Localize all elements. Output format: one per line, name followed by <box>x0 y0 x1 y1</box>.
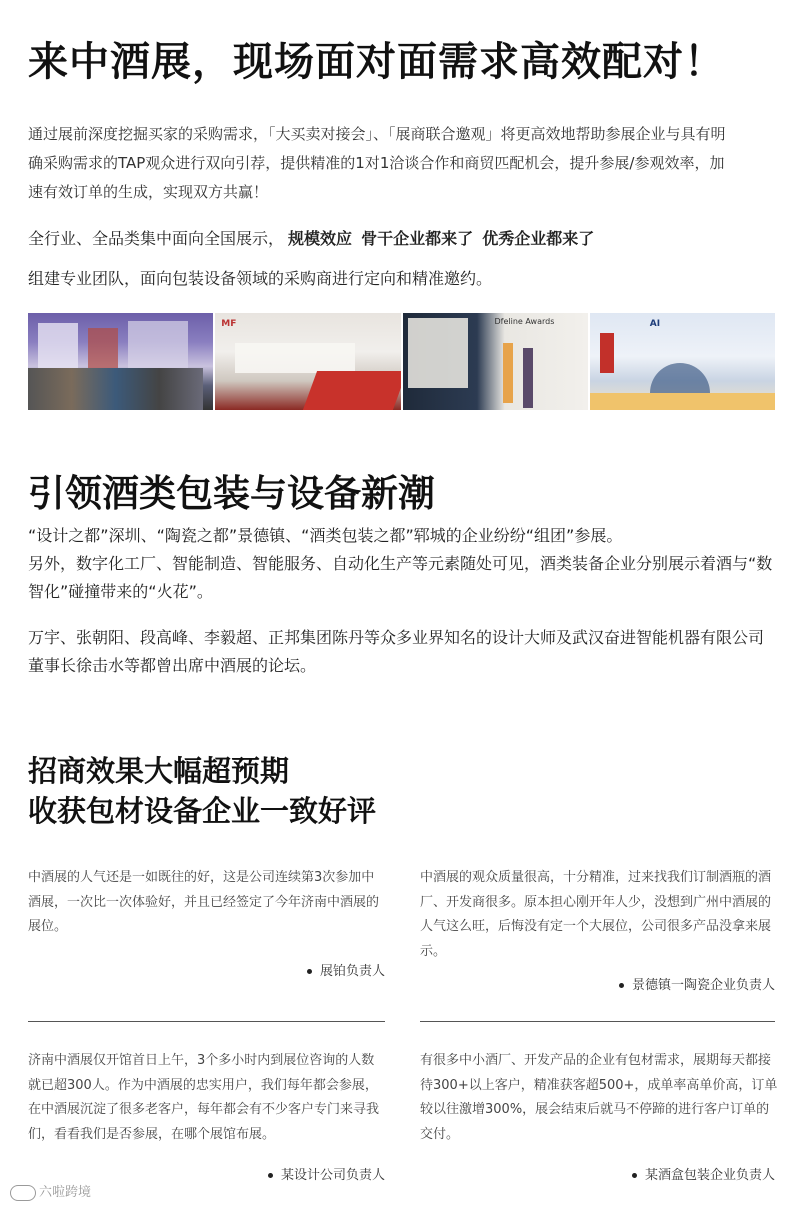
expo-photo-strip <box>28 313 775 410</box>
testimonial-author: 某设计公司负责人 <box>268 1164 385 1183</box>
section2-forum-text: 万宇、张朝阳、段高峰、李毅超、正邦集团陈丹等众多业界知名的设计大师及武汉奋进智能机器有限公司董事长徐击水等都曾出席中酒展的论坛。 <box>28 628 765 675</box>
section2-title: 引领酒类包装与设备新潮 <box>28 471 435 515</box>
highlight-scale: 规模效应 <box>288 229 353 248</box>
testimonial-text: 中酒展的观众质量很高，十分精准，过来找我们订制酒瓶的酒厂、开发商很多。原本担心刚开年人少，没想到广州中酒展的人气这么旺，后悔没有定一个大展位，公司很多产品没拿来展示。 <box>420 870 772 959</box>
divider <box>28 1021 385 1022</box>
section1-highlights <box>28 226 728 249</box>
section3-title-line2: 收获包材设备企业一致好评 <box>28 794 377 828</box>
section2-lines <box>28 522 776 606</box>
section1-title: 来中酒展，现场面对面需求高效配对！ <box>28 38 725 85</box>
expo-photo-booth-mf <box>215 313 400 410</box>
testimonial-text: 中酒展的人气还是一如既往的好，这是公司连续第3次参加中酒展，一次比一次体验好，并且已经签定了今年济南中酒展的展位。 <box>28 870 380 934</box>
highlights-prefix: 全行业、全品类集中面向全国展示， <box>28 229 285 248</box>
section1-intro: 通过展前深度挖掘买家的采购需求，「大买卖对接会」、「展商联合邀观」将更高效地帮助参展企业与具有明确采购需求的TAP观众进行双向引荐，提供精准的1对1洽谈合作和商贸匹配机会，提升参展/参观效率，加速有效订单的生成，实现双方共赢！ <box>28 125 726 201</box>
expo-photo-crowd <box>28 313 213 410</box>
testimonial-text: 济南中酒展仅开馆首日上午，3个多小时内到展位咨询的人数就已超300人。作为中酒展的忠实用户，我们每年都会参展，在中酒展沉淀了很多老客户，每年都会有不少客户专门来寻我们，看看我们是否参展，在哪个展馆布展。 <box>28 1053 380 1142</box>
expo-photo-awards <box>403 313 588 410</box>
section1-invite-text: 组建专业团队，面向包装设备领域的采购商进行定向和精准邀约。 <box>28 269 493 288</box>
section3-title-line1: 招商效果大幅超预期 <box>28 754 290 788</box>
testimonial-author: 景德镇一陶瓷企业负责人 <box>619 974 775 993</box>
watermark-logo-icon <box>10 1185 36 1201</box>
testimonial-author: 某酒盒包装企业负责人 <box>632 1164 775 1183</box>
expo-photo-ai-booth <box>590 313 775 410</box>
highlight-core-enterprises: 骨干企业都来了 <box>361 229 474 248</box>
bullet-dot-icon <box>268 1173 273 1178</box>
highlight-excellent-enterprises: 优秀企业都来了 <box>482 229 595 248</box>
booth-mf-logo: MF <box>221 319 237 329</box>
section2-line: 另外，数字化工厂、智能制造、智能服务、自动化生产等元素随处可见，酒类装备企业分别展示着酒与“数智化”碰撞带来的“火花”。 <box>28 554 773 601</box>
bullet-dot-icon <box>619 983 624 988</box>
bullet-dot-icon <box>307 969 312 974</box>
awards-sign: Dfeline Awards <box>494 317 555 326</box>
testimonial-text: 有很多中小酒厂、开发产品的企业有包材需求，展期每天都接待300+以上客户，精准获客超500+，成单率高单价高，订单较以往激增300%，展会结束后就马不停蹄的进行客户订单的交付。 <box>420 1053 778 1142</box>
testimonial-author: 展铂负责人 <box>307 960 385 979</box>
divider <box>420 1021 775 1022</box>
watermark: 六啦跨境 <box>10 1181 91 1201</box>
ai-booth-sign: AI <box>649 319 661 329</box>
section2-line: “设计之都”深圳、“陶瓷之都”景德镇、“酒类包装之都”郓城的企业纷纷“组团”参展。 <box>28 526 623 545</box>
bullet-dot-icon <box>632 1173 637 1178</box>
section3-title <box>28 751 376 831</box>
